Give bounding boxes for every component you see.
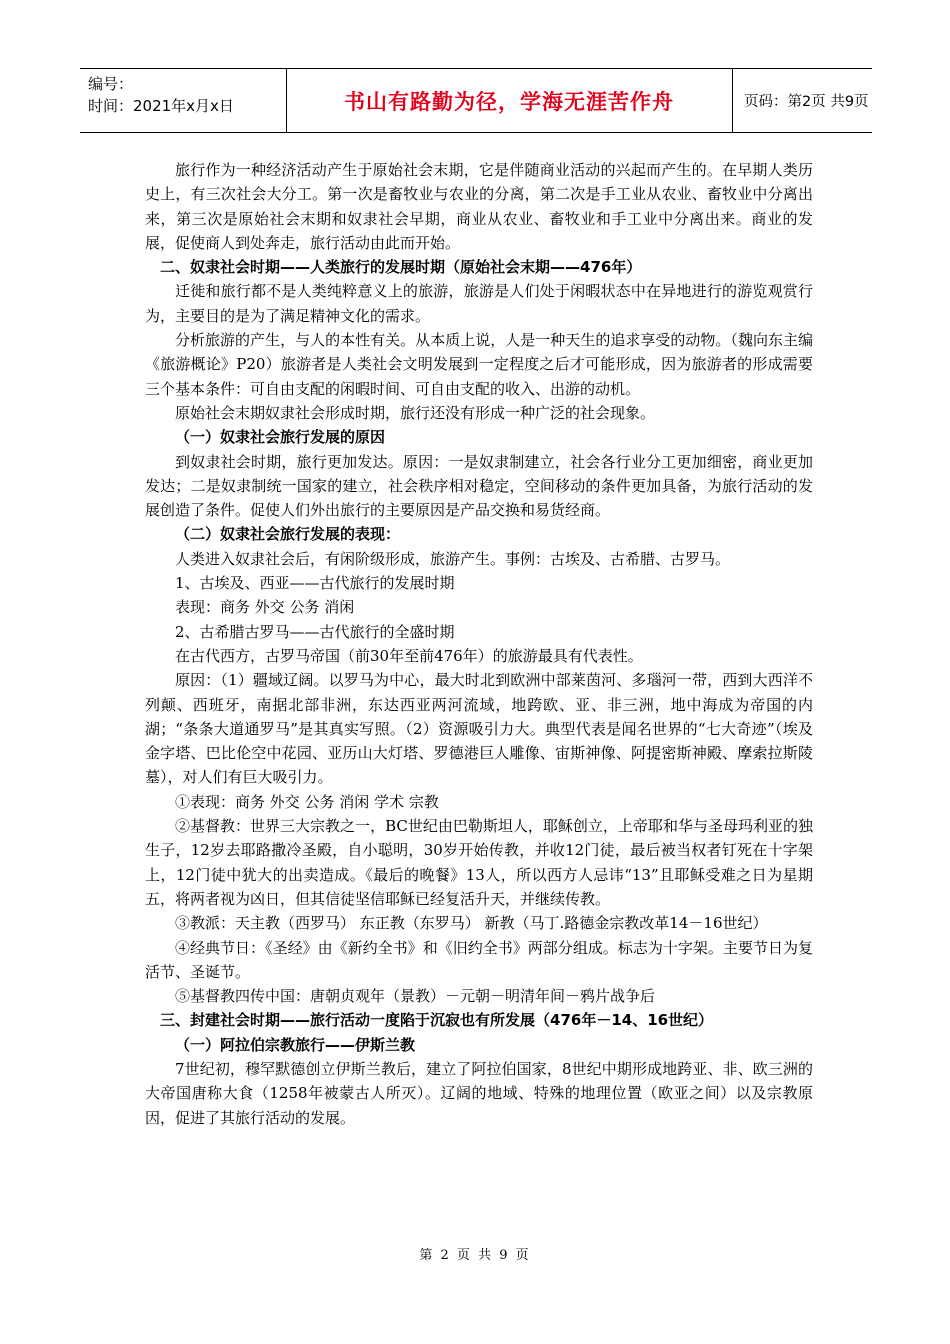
body-paragraph: 迁徙和旅行都不是人类纯粹意义上的旅游，旅游是人们处于闲暇状态中在异地进行的游览观赏行为，主要目的是为了满足精神文化的需求。	[145, 282, 813, 325]
body-paragraph: ②基督教：世界三大宗教之一，BC世纪由巴勒斯坦人，耶稣创立，上帝耶和华与圣母玛利亚的独生子，12岁去耶路撒冷圣殿，自小聪明，30岁开始传教，并收12门徒，最后被当权者钉死在十字架上，12门徒中犹大的出卖造成。《最后的晚餐》13人，所以西方人忌讳“13”且耶稣受难之日为星期五，将两者视为凶日，但其信徒坚信耶稣已经复活升天，并继续传教。	[145, 817, 813, 908]
section-heading: （一）阿拉伯宗教旅行——伊斯兰教	[175, 1035, 416, 1054]
document-date: 时间：2021年x月x日	[88, 97, 234, 115]
body-paragraph: 分析旅游的产生，与人的本性有关。从本质上说，人是一种天生的追求享受的动物。（魏向东主编《旅游概论》P20）旅游者是人类社会文明发展到一定程度之后才可能形成，因为旅游者的形成需要三个基本条件：可自由支配的闲暇时间、可自由支配的收入、出游的动机。	[145, 331, 813, 398]
header-meta	[88, 73, 278, 117]
section-heading: 三、封建社会时期——旅行活动一度陷于沉寂也有所发展（476年－14、16世纪）	[160, 1011, 714, 1030]
body-paragraph: 原始社会末期奴隶社会形成时期，旅行还没有形成一种广泛的社会现象。	[175, 403, 656, 422]
body-paragraph: ④经典节日：《圣经》由《新约全书》和《旧约全书》两部分组成。标志为十字架。主要节日为复活节、圣诞节。	[145, 938, 813, 981]
body-paragraph: 人类进入奴隶社会后，有闲阶级形成，旅游产生。事例：古埃及、古希腊、古罗马。	[175, 549, 731, 568]
body-paragraph: ⑤基督教四传中国：唐朝贞观年（景教）－元朝－明清年间－鸦片战争后	[175, 987, 656, 1006]
document-body	[145, 158, 813, 1130]
body-paragraph: 到奴隶社会时期，旅行更加发达。原因：一是奴隶制建立，社会各行业分工更加细密，商业更加发达；二是奴隶制统一国家的建立，社会秩序相对稳定，空间移动的条件更加具备，为旅行活动的发展创造了条件。促使人们外出旅行的主要原因是产品交换和易货经商。	[145, 452, 813, 520]
page-footer: 第 2 页 共 9 页	[419, 1248, 531, 1263]
page-header	[80, 68, 872, 133]
section-heading: 二、奴隶社会时期——人类旅行的发展时期（原始社会末期——476年）	[160, 258, 642, 277]
body-paragraph: 1、古埃及、西亚——古代旅行的发展时期	[175, 574, 455, 593]
header-divider	[732, 69, 733, 132]
section-heading: （一）奴隶社会旅行发展的原因	[175, 428, 386, 447]
body-paragraph: 表现：商务 外交 公务 消闲	[175, 598, 355, 617]
section-heading: （二）奴隶社会旅行发展的表现：	[175, 525, 401, 544]
body-paragraph: ①表现：商务 外交 公务 消闲 学术 宗教	[175, 792, 439, 811]
header-motto: 书山有路勤为径，学海无涯苦作舟	[344, 89, 674, 114]
body-paragraph: 旅行作为一种经济活动产生于原始社会末期，它是伴随商业活动的兴起而产生的。在早期人类历史上，有三次社会大分工。第一次是畜牧业与农业的分离，第二次是手工业从农业、畜牧业中分离出来，第三次是原始社会末期和奴隶社会早期，商业从农业、畜牧业和手工业中分离出来。商业的发展，促使商人到处奔走，旅行活动由此而开始。	[145, 161, 813, 252]
body-paragraph: 2、古希腊古罗马——古代旅行的全盛时期	[175, 622, 455, 641]
document-number-label: 编号：	[88, 75, 134, 93]
body-paragraph: 7世纪初，穆罕默德创立伊斯兰教后，建立了阿拉伯国家，8世纪中期形成地跨亚、非、欧三洲的大帝国唐称大食（1258年被蒙古人所灭）。辽阔的地域、特殊的地理位置（欧亚之间）以及宗教原因，促进了其旅行活动的发展。	[145, 1059, 813, 1127]
body-paragraph: ③教派：天主教（西罗马） 东正教（东罗马） 新教（马丁.路德金宗教改革14－16世纪）	[175, 914, 768, 933]
body-paragraph: 在古代西方，古罗马帝国（前30年至前476年）的旅游最具有代表性。	[175, 646, 643, 665]
body-paragraph: 原因：（1）疆域辽阔。以罗马为中心，最大时北到欧洲中部莱茵河、多瑙河一带，西到大西洋不列颠、西班牙，南据北部非洲，东达西亚两河流域，地跨欧、亚、非三洲，地中海成为帝国的内湖；“条条大道通罗马”是其真实写照。（2）资源吸引力大。典型代表是闻名世界的“七大奇迹”（埃及金字塔、巴比伦空中花园、亚历山大灯塔、罗德港巨人雕像、宙斯神像、阿提密斯神殿、摩索拉斯陵墓），对人们有巨大吸引力。	[145, 671, 813, 787]
header-page-info: 页码：第2页 共9页	[744, 94, 869, 110]
